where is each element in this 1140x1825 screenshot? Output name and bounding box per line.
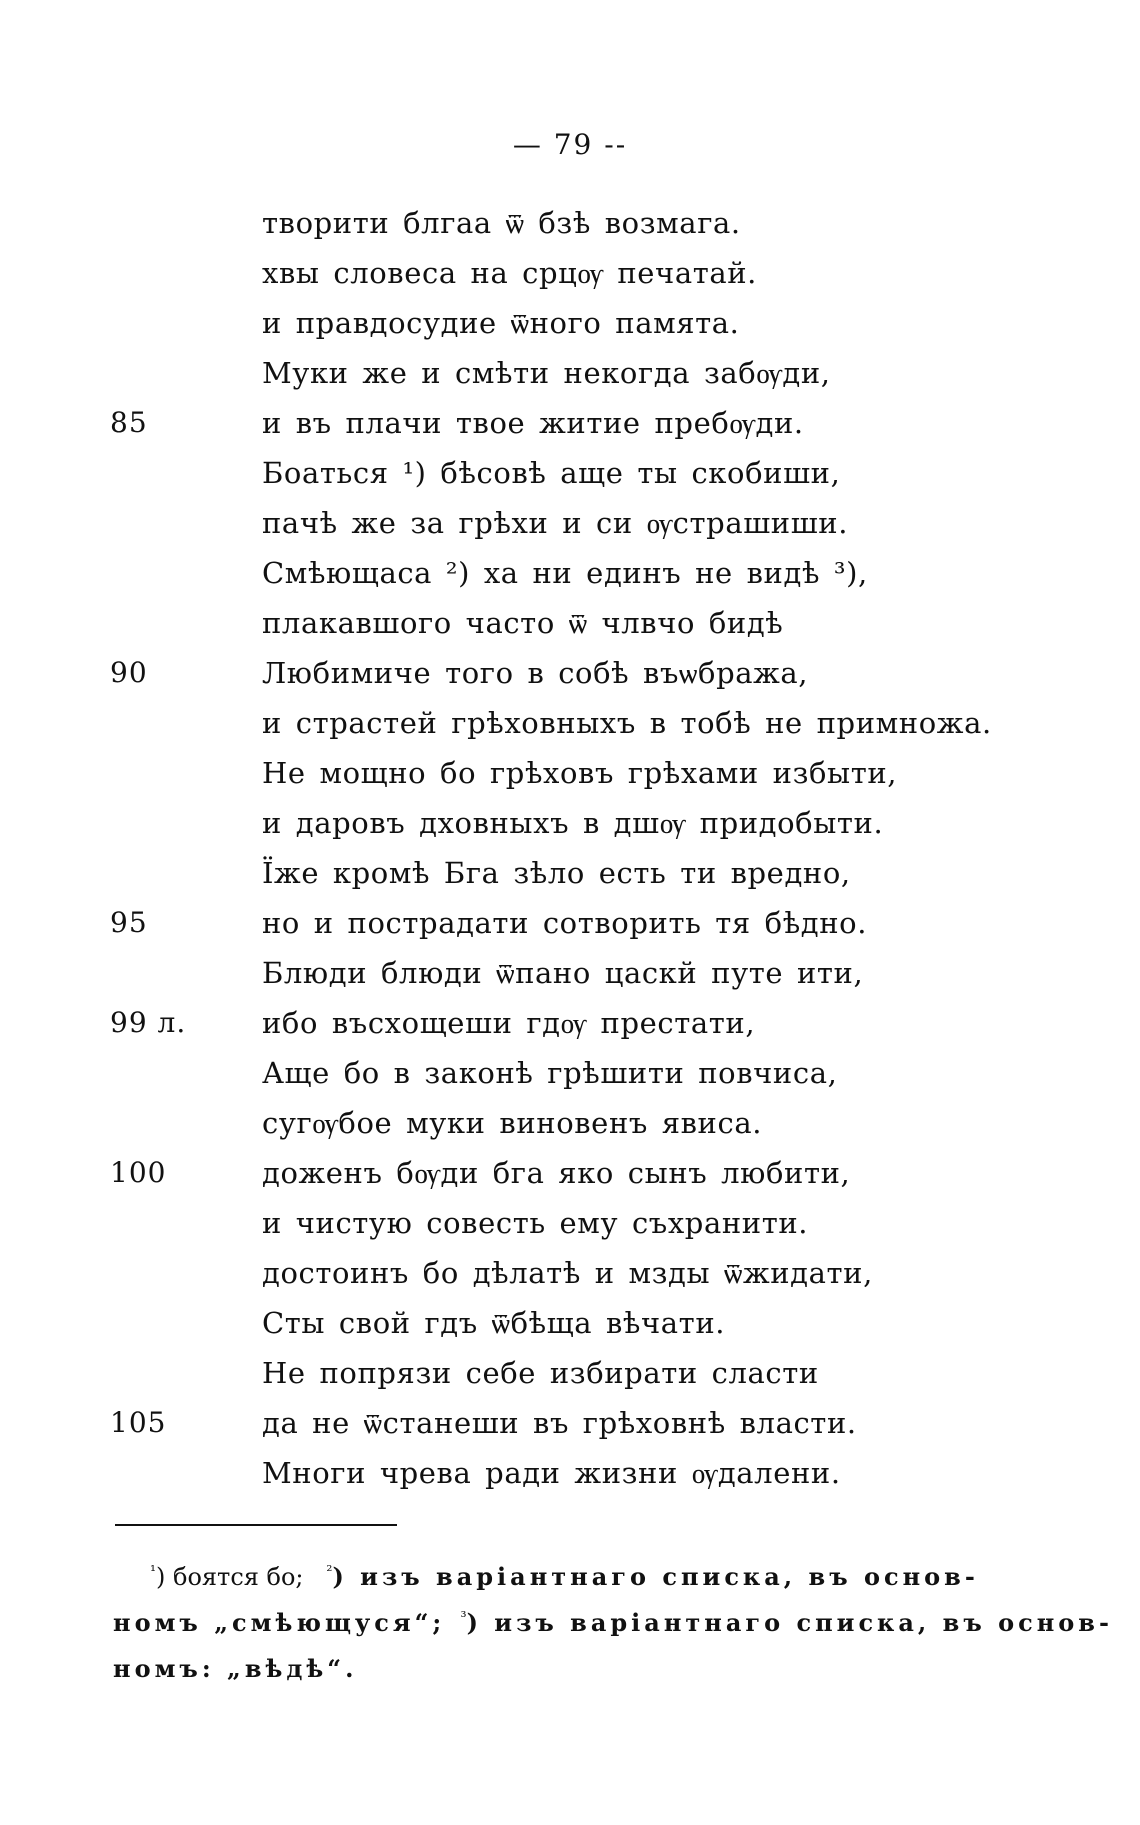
verse-text: Боаться ¹) бѣсовѣ аще ты скобиши, [262,456,841,490]
verse-text: сугѹбое муки виновенъ явиса. [262,1106,763,1140]
verse-line [0,998,1140,1048]
verse-number: 100 [110,1156,167,1189]
verse-line [0,898,1140,948]
verse-line [0,248,1140,298]
verse-line [0,1048,1140,1098]
verse-text: ибо въсхощеши гдѹ престати, [262,1006,756,1040]
verse-line [0,1298,1140,1348]
verse-line [0,848,1140,898]
footnote-text: ) боятся бо; [156,1563,304,1591]
verse-line [0,1098,1140,1148]
verse-text: творити блгаа ѿ бзѣ возмага. [262,206,741,240]
verse-text: и въ плачи твое житие пребѹди. [262,406,804,440]
verse-text: Не мощно бо грѣховъ грѣхами избыти, [262,756,898,790]
page-number: — 79 -- [512,128,628,161]
verse-text: Многи чрева ради жизни ѹдалени. [262,1456,841,1490]
verse-line [0,798,1140,848]
verse-text: доженъ бѹди бга яко сынъ любити, [262,1156,851,1190]
verse-text: Сты свой гдъ ѿбѣща вѣчати. [262,1306,726,1340]
verse-line [0,1248,1140,1298]
verse-text: Їже кромѣ Бга зѣло есть ти вредно, [262,856,851,890]
verse-text: достоинъ бо дѣлатѣ и мзды ѿжидати, [262,1256,873,1290]
verse-line [0,548,1140,598]
footnote-text: ) изъ варіантнаго списка, въ основ- [332,1562,979,1591]
verse-line [0,598,1140,648]
verse-line [0,648,1140,698]
footnote-text: ) изъ варіантнаго списка, въ основ- [466,1608,1113,1637]
footnote-marker: ¹ [150,1562,157,1580]
verse-text: хвы словеса на срцѹ печатай. [262,256,758,290]
verse-text: Муки же и смѣти некогда забѹди, [262,356,831,390]
verse-line [0,298,1140,348]
verse-text: Не попрязи себе избирати сласти [262,1356,819,1390]
verse-text: и правдосудие ѿного памята. [262,306,740,340]
verse-line [0,948,1140,998]
poem-body [0,198,1140,1498]
verse-number: 90 [110,656,148,689]
verse-line [0,1148,1140,1198]
verse-line [0,1348,1140,1398]
verse-number: 99 л. [110,1006,187,1039]
verse-line [0,198,1140,248]
verse-text: плакавшого часто ѿ члвчо бидѣ [262,606,784,640]
verse-number: 85 [110,406,148,439]
verse-line [0,448,1140,498]
footnote-line [113,1646,1050,1692]
verse-text: Любимиче того в собѣ въѡбража, [262,656,809,690]
verse-line [0,1398,1140,1448]
verse-text: Аще бо в законѣ грѣшити повчиса, [262,1056,838,1090]
verse-line [0,698,1140,748]
verse-text: пачѣ же за грѣхи и си ѹстрашиши. [262,506,849,540]
verse-line [0,348,1140,398]
verse-text: Блюди блюди ѿпано цаскй путе ити, [262,956,864,990]
footnote-text: номъ: „вѣдѣ“. [113,1654,358,1683]
footnotes [113,1554,1113,1692]
footnote-marker: ² [326,1562,333,1580]
footnote-divider [115,1524,397,1526]
footnote-line [113,1600,1113,1646]
verse-text: да не ѿстанеши въ грѣховнѣ власти. [262,1406,857,1440]
verse-text: и даровъ дховныхъ в дшѹ придобыти. [262,806,884,840]
verse-text: но и пострадати сотворить тя бѣдно. [262,906,868,940]
verse-line [0,1448,1140,1498]
verse-line [0,1198,1140,1248]
verse-text: Смѣющаса ²) ха ни единъ не видѣ ³), [262,556,868,590]
verse-number: 95 [110,906,148,939]
verse-number: 105 [110,1406,167,1439]
verse-text: и чистую совесть ему съхранити. [262,1206,809,1240]
verse-line [0,398,1140,448]
footnote-text: номъ „смѣющуся“; [113,1608,446,1637]
footnote-marker: ³ [460,1608,467,1626]
verse-line [0,498,1140,548]
footnote-line [150,1554,1050,1600]
verse-text: и страстей грѣховныхъ в тобѣ не примножа. [262,706,992,740]
verse-line [0,748,1140,798]
